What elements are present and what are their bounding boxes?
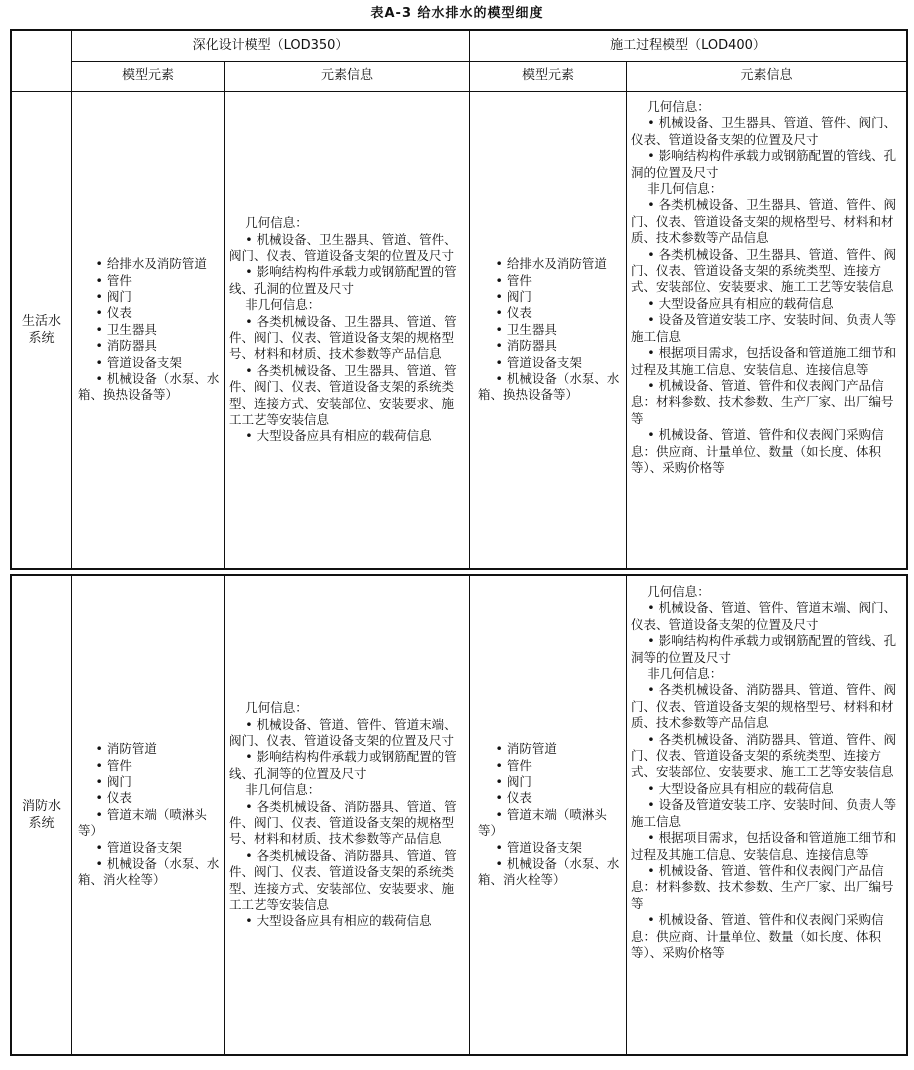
divider <box>469 576 470 1054</box>
list-item: • 机械设备、卫生器具、管道、管件、阀门、仪表、管道设备支架的位置及尺寸 <box>631 115 897 147</box>
list-item: • 管件 <box>95 272 132 288</box>
list-item: • 仪表 <box>95 305 132 321</box>
col-header-model-elements: 模型元素 <box>521 68 574 84</box>
list-item: • 设备及管道安装工序、安装时间、负责人等施工信息 <box>631 312 897 344</box>
lod350-elements-cell <box>78 92 220 568</box>
list-item: • 机械设备、管道、管件和仪表阀门采购信息：供应商、计量单位、数量（如长度、体积等）、采购价格等 <box>631 427 884 475</box>
lod400-elements-cell <box>478 92 622 568</box>
list-item: 几何信息： <box>245 700 308 716</box>
list-item: 几何信息： <box>647 99 710 114</box>
list-item: • 给排水及消防管道 <box>95 256 207 272</box>
list-item: • 仪表 <box>495 305 532 321</box>
lod350-info-cell <box>229 576 465 1054</box>
list-item: 非几何信息： <box>647 181 723 197</box>
list-item: 非几何信息： <box>647 666 723 682</box>
divider <box>71 31 72 568</box>
info-list <box>229 700 465 930</box>
list-item: • 各类机械设备、卫生器具、管道、管件、阀门、仪表、管道设备支架的规格型号、材料和材质、技术参数等产品信息 <box>631 197 897 246</box>
list-item: • 管道设备支架 <box>95 354 182 370</box>
list-item: 几何信息： <box>647 584 710 599</box>
list-item: • 阀门 <box>95 288 132 304</box>
table-title: 表A-3 给水排水的模型细度 <box>370 6 544 21</box>
col-header-model-elements: 模型元素 <box>121 68 174 84</box>
list-item: • 根据项目需求，包括设备和管道施工细节和过程及其施工信息、安装信息、连接信息等 <box>631 830 897 862</box>
list-item: • 管道末端（喷淋头等） <box>478 806 607 839</box>
system-label-line2: 系统 <box>28 816 55 831</box>
list-item: • 根据项目需求，包括设备和管道施工细节和过程及其施工信息、安装信息、连接信息等 <box>631 345 897 377</box>
divider <box>224 61 225 568</box>
list-item: • 各类机械设备、消防器具、管道、管件、阀门、仪表、管道设备支架的系统类型、连接方式、安装部位、安装要求、施工工艺等安装信息 <box>631 731 897 780</box>
list-item: • 管件 <box>495 272 532 288</box>
list-item: • 设备及管道安装工序、安装时间、负责人等施工信息 <box>631 797 897 829</box>
system-label <box>12 92 71 568</box>
list-item: • 各类机械设备、卫生器具、管道、管件、阀门、仪表、管道设备支架的系统类型、连接方式、安装部位、安装要求、施工工艺等安装信息 <box>229 362 457 428</box>
list-item: • 机械设备（水泵、水箱、换热设备等） <box>78 371 220 403</box>
system-label <box>12 576 71 1054</box>
list-item: • 消防器具 <box>95 338 157 354</box>
list-item: • 机械设备、管道、管件、管道末端、阀门、仪表、管道设备支架的位置及尺寸 <box>229 716 457 748</box>
list-item: • 卫生器具 <box>495 321 557 337</box>
element-list <box>478 256 622 404</box>
list-item: • 管件 <box>495 757 532 773</box>
lod400-info-cell <box>631 584 903 1052</box>
list-item: • 机械设备、卫生器具、管道、管件、阀门、仪表、管道设备支架的位置及尺寸 <box>229 231 457 263</box>
list-item: • 管道设备支架 <box>95 839 182 855</box>
list-item: • 阀门 <box>495 773 532 789</box>
list-item: 非几何信息： <box>245 782 321 798</box>
list-item: • 各类机械设备、消防器具、管道、管件、阀门、仪表、管道设备支架的规格型号、材料和材质、技术参数等产品信息 <box>229 798 457 847</box>
lod350-info-cell <box>229 92 465 568</box>
list-item: • 仪表 <box>495 790 532 806</box>
list-item: • 仪表 <box>95 790 132 806</box>
list-item: 非几何信息： <box>245 297 321 313</box>
table-block-fire-water <box>10 574 908 1056</box>
list-item: • 管件 <box>95 757 132 773</box>
info-list <box>631 99 903 476</box>
list-item: • 各类机械设备、卫生器具、管道、管件、阀门、仪表、管道设备支架的规格型号、材料和材质、技术参数等产品信息 <box>229 313 457 362</box>
col-header-element-info: 元素信息 <box>320 68 373 84</box>
list-item: • 影响结构构件承载力或钢筋配置的管线、孔洞等的位置及尺寸 <box>229 749 457 781</box>
lod350-elements-cell <box>78 576 220 1054</box>
list-item: • 给排水及消防管道 <box>495 256 607 272</box>
info-list <box>229 215 465 445</box>
list-item: • 各类机械设备、消防器具、管道、管件、阀门、仪表、管道设备支架的规格型号、材料和材质、技术参数等产品信息 <box>631 682 897 731</box>
list-item: • 阀门 <box>95 773 132 789</box>
element-list <box>78 256 220 404</box>
lod400-info-cell <box>631 99 903 567</box>
list-item: • 消防管道 <box>95 741 157 757</box>
list-item: • 机械设备、管道、管件和仪表阀门采购信息：供应商、计量单位、数量（如长度、体积等）、采购价格等 <box>631 912 884 960</box>
list-item: • 机械设备、管道、管件和仪表阀门产品信息：材料参数、技术参数、生产厂家、出厂编号等 <box>631 377 894 426</box>
list-item: • 大型设备应具有相应的载荷信息 <box>245 428 432 444</box>
list-item: • 大型设备应具有相应的载荷信息 <box>647 295 834 311</box>
list-item: • 各类机械设备、消防器具、管道、管件、阀门、仪表、管道设备支架的系统类型、连接方式、安装部位、安装要求、施工工艺等安装信息 <box>229 847 457 913</box>
element-list <box>78 741 220 889</box>
list-item: • 大型设备应具有相应的载荷信息 <box>245 913 432 929</box>
list-item: 几何信息： <box>245 215 308 231</box>
system-label-line1: 生活水 <box>21 314 61 329</box>
list-item: • 卫生器具 <box>95 321 157 337</box>
table-block-domestic-water <box>10 29 908 570</box>
list-item: • 大型设备应具有相应的载荷信息 <box>647 780 834 796</box>
divider <box>469 31 470 568</box>
system-label-line1: 消防水 <box>21 799 61 814</box>
list-item: • 阀门 <box>495 288 532 304</box>
divider <box>626 576 627 1054</box>
list-item: • 管道末端（喷淋头等） <box>78 806 207 839</box>
list-item: • 各类机械设备、卫生器具、管道、管件、阀门、仪表、管道设备支架的系统类型、连接方式、安装部位、安装要求、施工工艺等安装信息 <box>631 246 897 295</box>
list-item: • 影响结构构件承载力或钢筋配置的管线、孔洞的位置及尺寸 <box>229 264 457 296</box>
divider <box>71 576 72 1054</box>
lod400-elements-cell <box>478 576 622 1054</box>
list-item: • 机械设备（水泵、水箱、消火栓等） <box>478 856 620 888</box>
list-item: • 影响结构构件承载力或钢筋配置的管线、孔洞等的位置及尺寸 <box>631 633 897 665</box>
header-lod350: 深化设计模型（LOD350） <box>192 37 349 53</box>
list-item: • 机械设备（水泵、水箱、消火栓等） <box>78 856 220 888</box>
header-lod400: 施工过程模型（LOD400） <box>610 37 766 53</box>
element-list <box>478 741 622 889</box>
col-header-element-info: 元素信息 <box>740 68 793 84</box>
system-label-line2: 系统 <box>28 331 55 346</box>
list-item: • 机械设备、管道、管件和仪表阀门产品信息：材料参数、技术参数、生产厂家、出厂编号等 <box>631 862 894 911</box>
list-item: • 机械设备（水泵、水箱、换热设备等） <box>478 371 620 403</box>
list-item: • 机械设备、管道、管件、管道末端、阀门、仪表、管道设备支架的位置及尺寸 <box>631 600 897 632</box>
list-item: • 消防器具 <box>495 338 557 354</box>
info-list <box>631 584 903 961</box>
divider <box>626 61 627 568</box>
list-item: • 管道设备支架 <box>495 839 582 855</box>
list-item: • 消防管道 <box>495 741 557 757</box>
list-item: • 管道设备支架 <box>495 354 582 370</box>
list-item: • 影响结构构件承载力或钢筋配置的管线、孔洞的位置及尺寸 <box>631 148 897 180</box>
divider <box>224 576 225 1054</box>
